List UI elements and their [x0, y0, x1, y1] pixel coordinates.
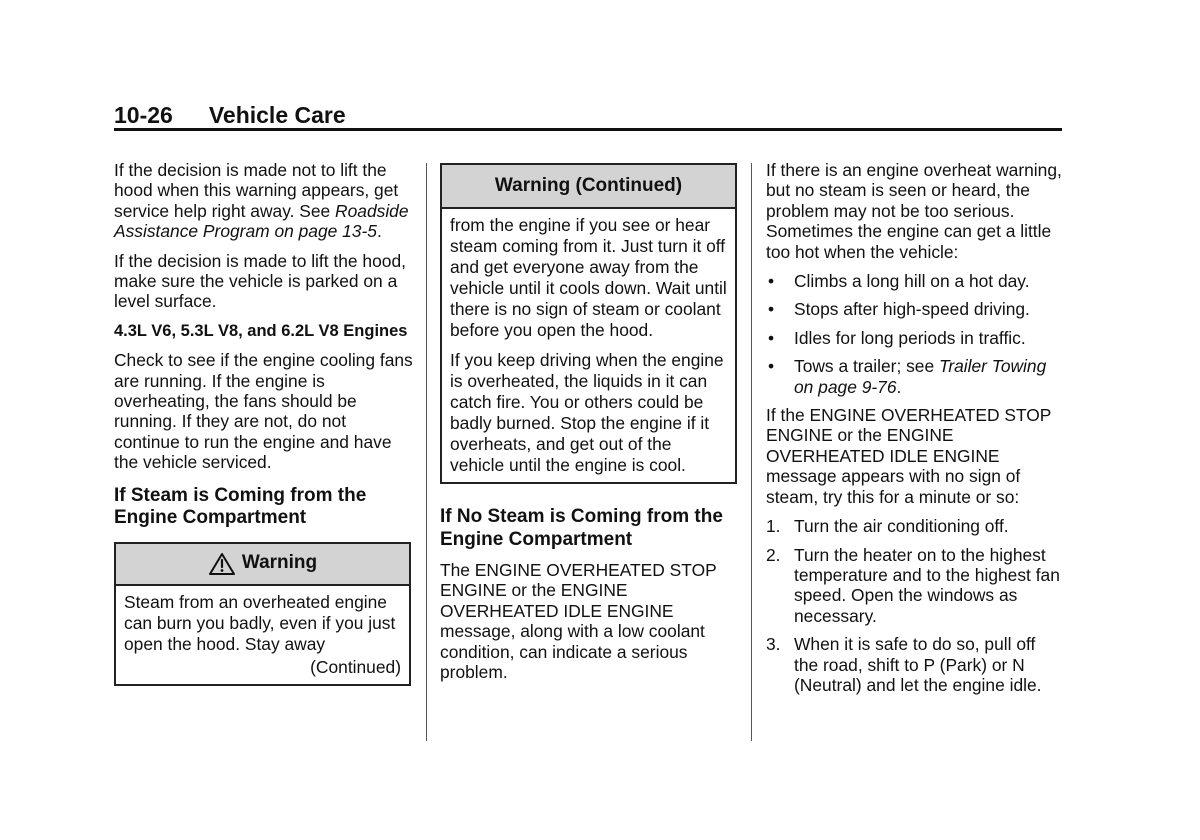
page-header: [114, 100, 1062, 130]
warning-header: [116, 544, 409, 586]
numbered-list: [766, 516, 1064, 695]
step-item: 1. Turn the air conditioning off.: [766, 516, 1009, 537]
step-number: 3.: [766, 634, 781, 655]
warning-body: [442, 209, 735, 482]
bullet-item: • Stops after high-speed driving.: [768, 299, 1030, 320]
bullet-marker: •: [768, 356, 775, 377]
bullet-item: • Climbs a long hill on a hot day.: [768, 271, 1030, 292]
warning-box: [114, 542, 411, 686]
column-1: [114, 160, 414, 686]
paragraph: If there is an engine overheat warning, but no steam is seen or heard, the problem may not be too serious. Sometimes the engine can get a little too hot when the vehicle:: [766, 160, 1062, 262]
warning-body: [116, 586, 409, 684]
warning-text: from the engine if you see or hear steam coming from it. Just turn it off and get everyone away from the vehicle until it cools down. Wait until there is no sign of steam or coolant before you open the hood.: [450, 215, 727, 340]
bullet-list: [766, 271, 1064, 397]
bullet-marker: •: [768, 271, 775, 292]
paragraph: If the decision is made not to lift the hood when this warning appears, get service help right away. See Roadside Assistance Program on page 13-5.: [114, 160, 409, 242]
warning-title: Warning: [241, 552, 318, 574]
column-2: [440, 160, 740, 691]
bullet-item: • Idles for long periods in traffic.: [768, 327, 1026, 348]
section-heading: If Steam is Coming from the Engine Compartment: [114, 484, 367, 529]
warning-triangle-icon: [208, 552, 236, 576]
bullet-marker: •: [768, 299, 775, 320]
bullet-marker: •: [768, 327, 775, 348]
section-title: Vehicle Care: [208, 102, 346, 128]
section-heading: If No Steam is Coming from the Engine Compartment: [440, 506, 723, 550]
paragraph: The ENGINE OVERHEATED STOP ENGINE or the ENGINE OVERHEATED IDLE ENGINE message, along with a low coolant condition, can indicate a serious problem.: [440, 560, 717, 683]
header-rule: [114, 128, 1062, 131]
bullet-item: • Tows a trailer; see Trailer Towing on page 9-76.: [768, 356, 1047, 397]
step-number: 1.: [766, 516, 781, 537]
step-item: 2. Turn the heater on to the highest temperature and to the highest fan speed. Open the windows as necessary.: [766, 544, 1060, 626]
warning-text: If you keep driving when the engine is overheated, the liquids in it can catch fire. You or others could be badly burned. Stop the engine if it overheats, and get out of the vehicle until the engine is cool.: [450, 350, 724, 475]
warning-text: Steam from an overheated engine can burn you badly, even if you just open the hood. Stay away: [124, 591, 396, 654]
subheading: 4.3L V6, 5.3L V8, and 6.2L V8 Engines: [114, 321, 408, 340]
paragraph: If the ENGINE OVERHEATED STOP ENGINE or the ENGINE OVERHEATED IDLE ENGINE message appears with no sign of steam, try this for a minute or so:: [766, 405, 1052, 507]
paragraph: Check to see if the engine cooling fans are running. If the engine is overheating, the fans should be running. If they are not, do not continue to run the engine and have the vehicle serviced.: [114, 350, 413, 473]
cross-reference[interactable]: Trailer Towing on page 9-76: [794, 356, 1047, 397]
page-number: 10-26: [114, 102, 173, 128]
warning-header: Warning (Continued): [442, 165, 735, 209]
column-divider: [751, 163, 752, 741]
step-item: 3. When it is safe to do so, pull off the road, shift to P (Park) or N (Neutral) and let the engine idle.: [766, 634, 1042, 695]
cross-reference[interactable]: Roadside Assistance Program on page 13-5: [114, 200, 409, 242]
step-number: 2.: [766, 544, 781, 565]
warning-box-continued: [440, 163, 737, 484]
column-divider: [426, 163, 427, 741]
paragraph: If the decision is made to lift the hood, make sure the vehicle is parked on a level surface.: [114, 250, 406, 312]
column-3: [766, 160, 1064, 703]
continued-label: (Continued): [310, 656, 401, 677]
